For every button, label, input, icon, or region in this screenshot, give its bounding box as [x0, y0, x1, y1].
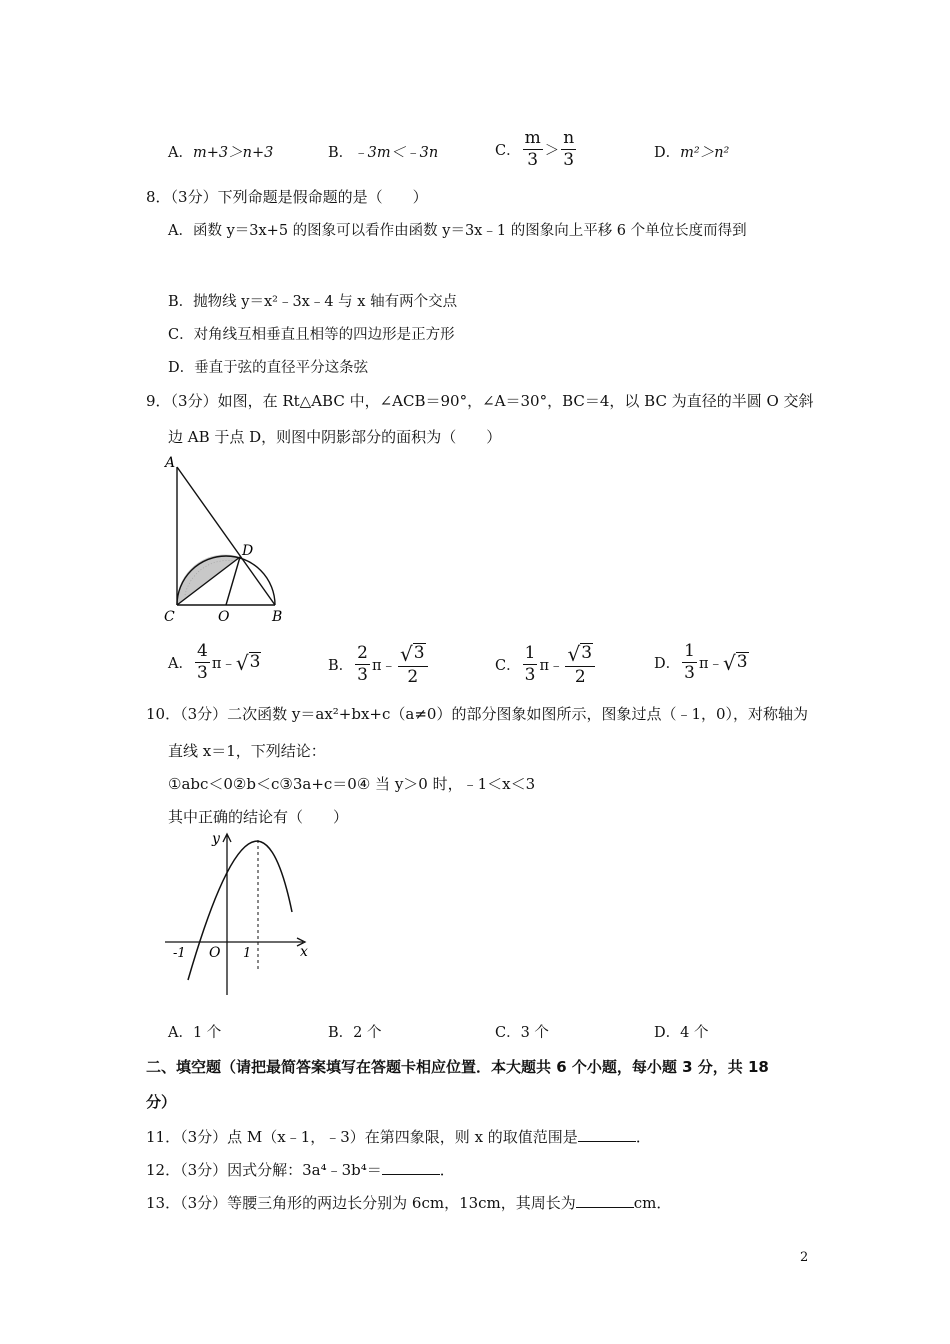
q8-option-d: D．垂直于弦的直径平分这条弦 — [168, 360, 369, 376]
label-a: A — [165, 455, 176, 471]
answer-blank — [578, 1127, 636, 1142]
q7-option-c: C． $\frac{m}{3}$ ＞ $\frac{n}{3}$ — [495, 128, 575, 170]
answer-blank — [382, 1160, 440, 1175]
label-neg1: -1 — [173, 946, 186, 961]
q9-stem-line2: 边 AB 于点 D，则图中阴影部分的面积为（ ） — [168, 428, 502, 446]
label-b: B — [272, 609, 283, 625]
q7-option-a: A．m+3＞n+3 — [168, 145, 274, 161]
section2-title-line2: 分） — [146, 1093, 177, 1111]
q8-stem: 8．（3分）下列命题是假命题的是（ ） — [146, 188, 428, 206]
q9-option-b: B． $\frac{2}{3}$ π﹣ √ 3 2 — [328, 643, 430, 686]
section2-title-line1: 二、填空题（请把最简答案填写在答题卡相应位置．本大题共 6 个小题，每小题 3 分，共 18 — [146, 1058, 769, 1076]
q10-stem-line4: 其中正确的结论有（ ） — [168, 808, 349, 826]
answer-blank — [576, 1193, 634, 1208]
page-number: 2 — [800, 1250, 809, 1265]
q13: 13．（3分）等腰三角形的两边长分别为 6cm，13cm，其周长为 cm． — [146, 1194, 672, 1212]
q9-option-a: A． $\frac{4}{3}$ π﹣ √ 3 — [168, 641, 261, 683]
q7-option-d: D．m²＞n² — [654, 145, 730, 161]
q10-stem-line3: ①abc＜0②b＜c③3a+c＝0④ 当 y＞0 时，﹣1＜x＜3 — [168, 775, 536, 793]
q11: 11．（3分）点 M（x﹣1，﹣3）在第四象限，则 x 的取值范围是 ． — [146, 1128, 651, 1146]
label-x: x — [300, 944, 308, 960]
q10-option-b: B．2 个 — [328, 1025, 382, 1041]
label-origin: O — [209, 945, 221, 961]
q9-triangle-figure — [155, 455, 295, 625]
q10-option-c: C．3 个 — [495, 1025, 549, 1041]
parabola-curve — [188, 841, 292, 980]
q8-option-c: C．对角线互相垂直且相等的四边形是正方形 — [168, 327, 455, 343]
q9-option-c: C． $\frac{1}{3}$ π﹣ √ 3 2 — [495, 643, 597, 686]
q9-stem-line1: 9．（3分）如图，在 Rt△ABC 中，∠ACB＝90°，∠A＝30°，BC＝4，以 BC 为直径的半圆 O 交斜 — [146, 392, 814, 410]
q10-stem-line1: 10．（3分）二次函数 y＝ax²+bx+c（a≠0）的部分图象如图所示，图象过点（﹣1，0），对称轴为 — [146, 705, 809, 723]
q8-option-a: A．函数 y＝3x+5 的图象可以看作由函数 y＝3x﹣1 的图象向上平移 6 个单位长度而得到 — [168, 223, 747, 239]
label-one: 1 — [243, 946, 252, 961]
label-d: D — [242, 543, 254, 559]
q10-parabola-figure — [160, 830, 320, 1000]
label-o: O — [218, 609, 230, 625]
q10-option-d: D．4 个 — [654, 1025, 709, 1041]
label-y: y — [212, 831, 220, 847]
q7-option-b: B．﹣3m＜﹣3n — [328, 145, 439, 161]
q10-stem-line2: 直线 x＝1，下列结论： — [168, 742, 326, 760]
q10-option-a: A．1 个 — [168, 1025, 222, 1041]
q12: 12．（3分）因式分解：3a⁴﹣3b⁴＝ ． — [146, 1161, 455, 1179]
label-c: C — [164, 609, 175, 625]
q9-option-d: D． $\frac{1}{3}$ π﹣ √ 3 — [654, 641, 748, 683]
q8-option-b: B．抛物线 y＝x²﹣3x﹣4 与 x 轴有两个交点 — [168, 294, 458, 310]
